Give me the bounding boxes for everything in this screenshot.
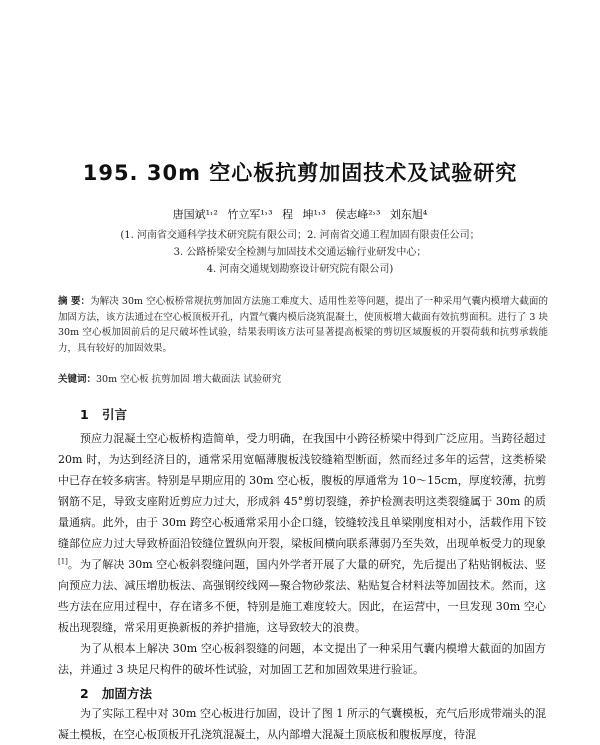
paragraph-text: 为了从根本上解决 30m 空心板斜裂缝的问题，本文提出了一种采用气囊内模增大截面的加固方法，并通过 3 块足尺构件的破坏性试验，对加固工艺和加固效果进行验证。: [58, 642, 546, 676]
abstract-label: 摘 要：: [58, 296, 91, 307]
intro-paragraph-2: [58, 554, 546, 638]
section-heading-intro: [80, 405, 127, 423]
method-paragraph-1: [58, 703, 546, 745]
keywords: [58, 371, 281, 385]
affiliation-line-1: (1. 河南省交通科学技术研究院有限公司；2. 河南省交通工程加固有限责任公司；: [120, 230, 480, 241]
affiliation-line-3: 4. 河南交通规划勘察设计研究院有限公司): [206, 264, 394, 275]
section-number: 1: [80, 407, 89, 422]
section-number: 2: [80, 686, 89, 701]
intro-paragraph-3: [58, 638, 546, 680]
affiliation-line-2: 3. 公路桥梁安全检测与加固技术交通运输行业研发中心；: [173, 247, 427, 258]
abstract-text: 为解决 30m 空心板桥常规抗剪加固方法施工难度大、适用性差等问题，提出了一种采用气囊内模增大截面的加固方法，该方法通过在空心板顶板开孔，内置气囊内模后浇筑混凝土，使顶板增大截面有效抗剪面积。进行了 3 块 30m 空心板加固前后的足尺破坏性试验，结果表明该方法可显著提高板梁的剪切区域腹板的开裂荷载和抗剪承载能力，具有较好的加固效果。: [58, 296, 548, 354]
paragraph-text: 为了解决 30m 空心板斜裂缝问题，国内外学者开展了大量的研究，先后提出了粘贴钢板法、竖向预应力法、减压增肋板法、高强钢绞线网—聚合物砂浆法、粘贴复合材料法等加固技术。然而，这些方法在应用过程中，存在诸多不便，特别是施工难度较大。因此，在运营中，一旦发现 30m 空心板出现裂缝，常采用更换新板的养护措施，这导致较大的浪费。: [58, 558, 546, 634]
paper-title: 195. 30m 空心板抗剪加固技术及试验研究: [82, 161, 518, 185]
intro-paragraph-1: 预应力混凝土空心板桥构造简单，受力明确，在我国中小跨径桥梁中得到广泛应用。当跨径超过 20m 时，为达到经济目的，通常采用宽幅薄腹板浅铰缝箱型断面，然而经过多年的运营，这类桥梁中已存在较多病害。特别是早期应用的 30m 空心板，腹板的厚通常为 10～15cm，厚度较薄，抗剪钢筋不足，导致支座附近剪应力过大，形成斜 45°剪切裂缝，养护检测表明这类裂缝属于 30m 的质量通病。此外，由于 30m 跨空心板通常采用小企口缝，铰缝较浅且单梁刚度相对小，活载作用下铰缝部位应力过大导致桥面沿铰缝位置纵向开裂，梁板间横向联系薄弱乃至失效，出现单板受力的现象[1]。: [58, 432, 546, 571]
keywords-text: 30m 空心板 抗剪加固 增大截面法 试验研究: [96, 374, 282, 385]
paragraph-text: 预应力混凝土空心板桥构造简单，受力明确，在我国中小跨径桥梁中得到广泛应用。当跨径超过 20m 时，为达到经济目的，通常采用宽幅薄腹板浅铰缝箱型断面，然而经过多年的运营，这类桥梁中已存在较多病害。特别是早期应用的 30m 空心板，腹板的厚通常为 10～15cm，厚度较薄，抗剪钢筋不足，导致支座附近剪应力过大，形成斜 45°剪切裂缝，养护检测表明这类裂缝属于 30m 的质量通病。此外，由于 30m 跨空心板通常采用小企口缝，铰缝较浅且单梁刚度相对小，活载作用下铰缝部位应力过大导致桥面沿铰缝位置纵向开裂，梁板间横向联系薄弱乃至失效，出现单板受力的现象: [58, 432, 546, 550]
section-heading-method: [80, 684, 152, 702]
section-title: 引言: [102, 407, 128, 422]
keywords-label: 关键词：: [58, 374, 97, 385]
abstract: [58, 294, 548, 356]
author-list: 唐国斌¹˒² 竹立军¹˒³ 程 坤¹˒³ 侯志峰²˒³ 刘东旭⁴: [172, 208, 428, 221]
paragraph-text: 为了实际工程中对 30m 空心板进行加固，设计了图 1 所示的气囊模板，充气后形成带端头的混凝土模板，在空心板顶板开孔浇筑混凝土，从内部增大混凝土顶底板和腹板厚度，待混: [58, 707, 546, 741]
section-title: 加固方法: [102, 686, 153, 701]
citation: [1]: [58, 557, 68, 566]
